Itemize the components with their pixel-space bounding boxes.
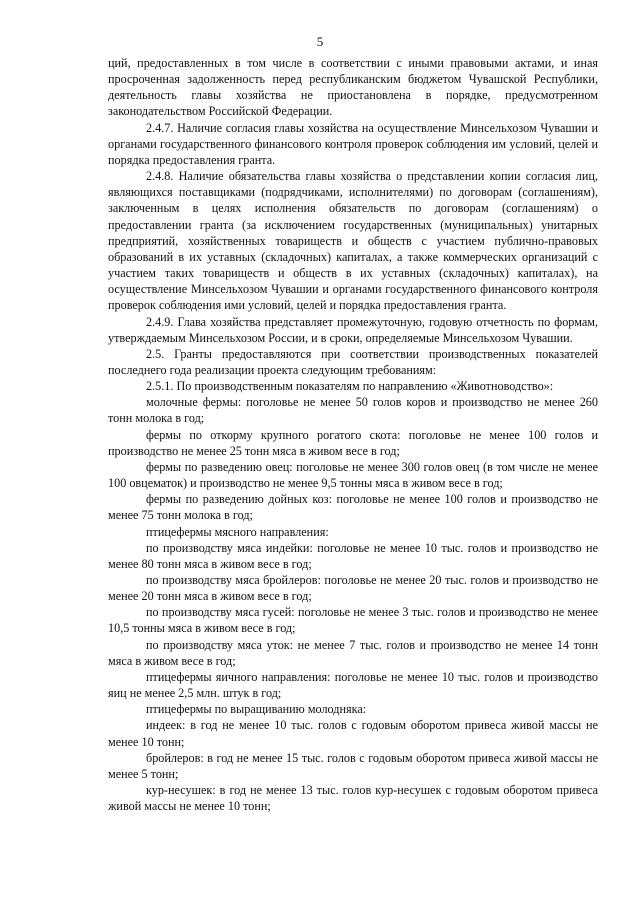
paragraph: молочные фермы: поголовье не менее 50 голов коров и производство не менее 260 тонн молока в год;: [108, 395, 598, 426]
paragraph: птицефермы по выращиванию молодняка:: [146, 702, 367, 717]
paragraph: 2.5.1. По производственным показателям по направлению «Животноводство»:: [146, 379, 554, 394]
paragraph: индеек: в год не менее 10 тыс. голов с годовым оборотом привеса живой массы не менее 10 тонн;: [108, 718, 598, 749]
paragraph: бройлеров: в год не менее 15 тыс. голов с годовым оборотом привеса живой массы не менее 5 тонн;: [108, 750, 598, 781]
paragraph: по производству мяса бройлеров: поголовье не менее 20 тыс. голов и производство не менее 20 тонн мяса в живом весе в год;: [108, 573, 598, 604]
paragraph: 2.5. Гранты предоставляются при соответствии производственных показателей последнего года реализации проекта следующим требованиям:: [108, 346, 598, 377]
document-body: [108, 55, 598, 814]
paragraph: фермы по разведению дойных коз: поголовье не менее 100 голов и производство не менее 75 тонн молока в год;: [108, 492, 598, 523]
paragraph: кур-несушек: в год не менее 13 тыс. голов кур-несушек с годовым оборотом привеса живой массы не менее 10 тонн;: [108, 783, 598, 814]
paragraph: 2.4.7. Наличие согласия главы хозяйства на осуществление Минсельхозом Чувашии и органами государственного финансового контроля проверок соблюдения им условий, целей и порядка предоставления гранта.: [108, 120, 598, 167]
paragraph: по производству мяса уток: не менее 7 тыс. голов и производство не менее 14 тонн мяса в живом весе в год;: [108, 637, 598, 668]
paragraph: фермы по разведению овец: поголовье не менее 300 голов овец (в том числе не менее 100 овцематок) и производство не менее 9,5 тонны мяса в живом весе в год;: [108, 459, 598, 491]
paragraph: птицефермы мясного направления:: [146, 524, 329, 539]
paragraph: ций, предоставленных в том числе в соответствии с иными правовыми актами, и иная просроченная задолженность перед республиканским бюджетом Чувашской Республики, деятельность главы хозяйства не приостановлена в порядке, предусмотренном законодательством Российской Федерации.: [108, 56, 598, 119]
paragraph: по производству мяса гусей: поголовье не менее 3 тыс. голов и производство не менее 10,5 тонны мяса в живом весе в год;: [108, 605, 598, 636]
page-number: 5: [316, 34, 324, 49]
paragraph: 2.4.8. Наличие обязательства главы хозяйства о представлении копии согласия лиц, являющихся поставщиками (подрядчиками, исполнителями) по договорам (соглашениям), заключенным в целях исполнения обязательств по договорам (соглашениям) о предоставлении гранта (за исключением государственных (муниципальных) унитарных предприятий, хозяйственных товариществ и обществ с участием публично-правовых образований в их уставных (складочных) капиталах, а также коммерческих организаций с участием таких товариществ и обществ в их уставных (складочных) капиталах), на осуществление Минсельхозом Чувашии и органами государственного финансового контроля проверок соблюдения ими условий, целей и порядка предоставления гранта.: [108, 169, 598, 313]
paragraph: фермы по откорму крупного рогатого скота: поголовье не менее 100 голов и производство не менее 25 тонн мяса в живом весе в год;: [108, 427, 598, 458]
paragraph: по производству мяса индейки: поголовье не менее 10 тыс. голов и производство не менее 80 тонн мяса в живом весе в год;: [108, 540, 598, 571]
paragraph: 2.4.9. Глава хозяйства представляет промежуточную, годовую отчетность по формам, утверждаемым Минсельхозом России, и в сроки, определяемые Минсельхозом Чувашии.: [108, 314, 598, 345]
paragraph: птицефермы яичного направления: поголовье не менее 10 тыс. голов и производство яиц не менее 2,5 млн. штук в год;: [108, 669, 598, 701]
